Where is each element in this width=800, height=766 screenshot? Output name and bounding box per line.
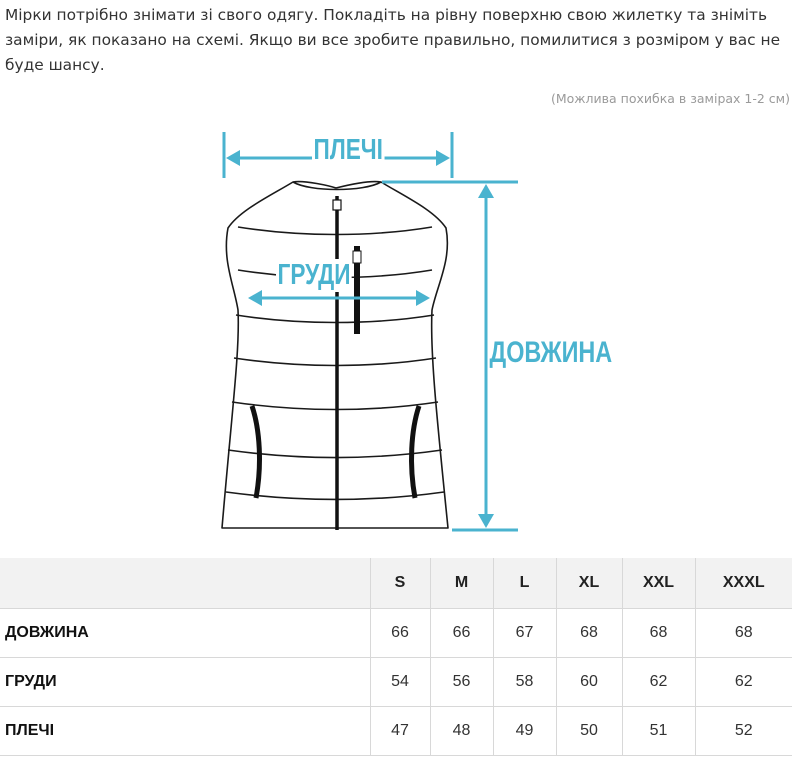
row-label-length: ДОВЖИНА <box>0 608 370 657</box>
table-cell: 47 <box>370 706 430 755</box>
row-label-shoulders: ПЛЕЧІ <box>0 706 370 755</box>
table-cell: 56 <box>430 657 493 706</box>
table-cell: 51 <box>622 706 695 755</box>
table-cell: 52 <box>695 706 792 755</box>
table-cell: 49 <box>493 706 556 755</box>
header-size-xxxl: XXXL <box>695 558 792 608</box>
table-cell: 48 <box>430 706 493 755</box>
header-empty <box>0 558 370 608</box>
shoulders-label: ПЛЕЧІ <box>313 134 383 166</box>
table-cell: 50 <box>556 706 622 755</box>
table-row <box>0 657 792 706</box>
table-row <box>0 608 792 657</box>
header-size-s: S <box>370 558 430 608</box>
table-cell: 66 <box>370 608 430 657</box>
table-cell: 58 <box>493 657 556 706</box>
measurement-error-note: (Можлива похибка в замірах 1-2 см) <box>550 91 790 106</box>
row-label-chest: ГРУДИ <box>0 657 370 706</box>
table-cell: 54 <box>370 657 430 706</box>
size-table <box>0 558 792 756</box>
table-cell: 62 <box>622 657 695 706</box>
vest-measurement-diagram <box>0 110 800 550</box>
table-cell: 67 <box>493 608 556 657</box>
right-pocket <box>412 406 419 498</box>
table-cell: 66 <box>430 608 493 657</box>
table-row <box>0 706 792 755</box>
chest-label: ГРУДИ <box>277 259 351 291</box>
table-cell: 62 <box>695 657 792 706</box>
table-cell: 68 <box>622 608 695 657</box>
table-cell: 60 <box>556 657 622 706</box>
header-size-xxl: XXL <box>622 558 695 608</box>
intro-text: Мірки потрібно знімати зі свого одягу. Покладіть на рівну поверхню свою жилетку та зніміть заміри, як показано на схемі. Якщо ви все зробите правильно, помилитися з розміром у вас не буде шансу. <box>5 6 781 74</box>
left-pocket <box>252 406 259 498</box>
header-size-xl: XL <box>556 558 622 608</box>
size-table-header-row <box>0 558 792 608</box>
table-cell: 68 <box>556 608 622 657</box>
header-size-l: L <box>493 558 556 608</box>
vest-illustration <box>0 110 800 550</box>
length-label: ДОВЖИНА <box>489 336 613 369</box>
table-cell: 68 <box>695 608 792 657</box>
header-size-m: M <box>430 558 493 608</box>
